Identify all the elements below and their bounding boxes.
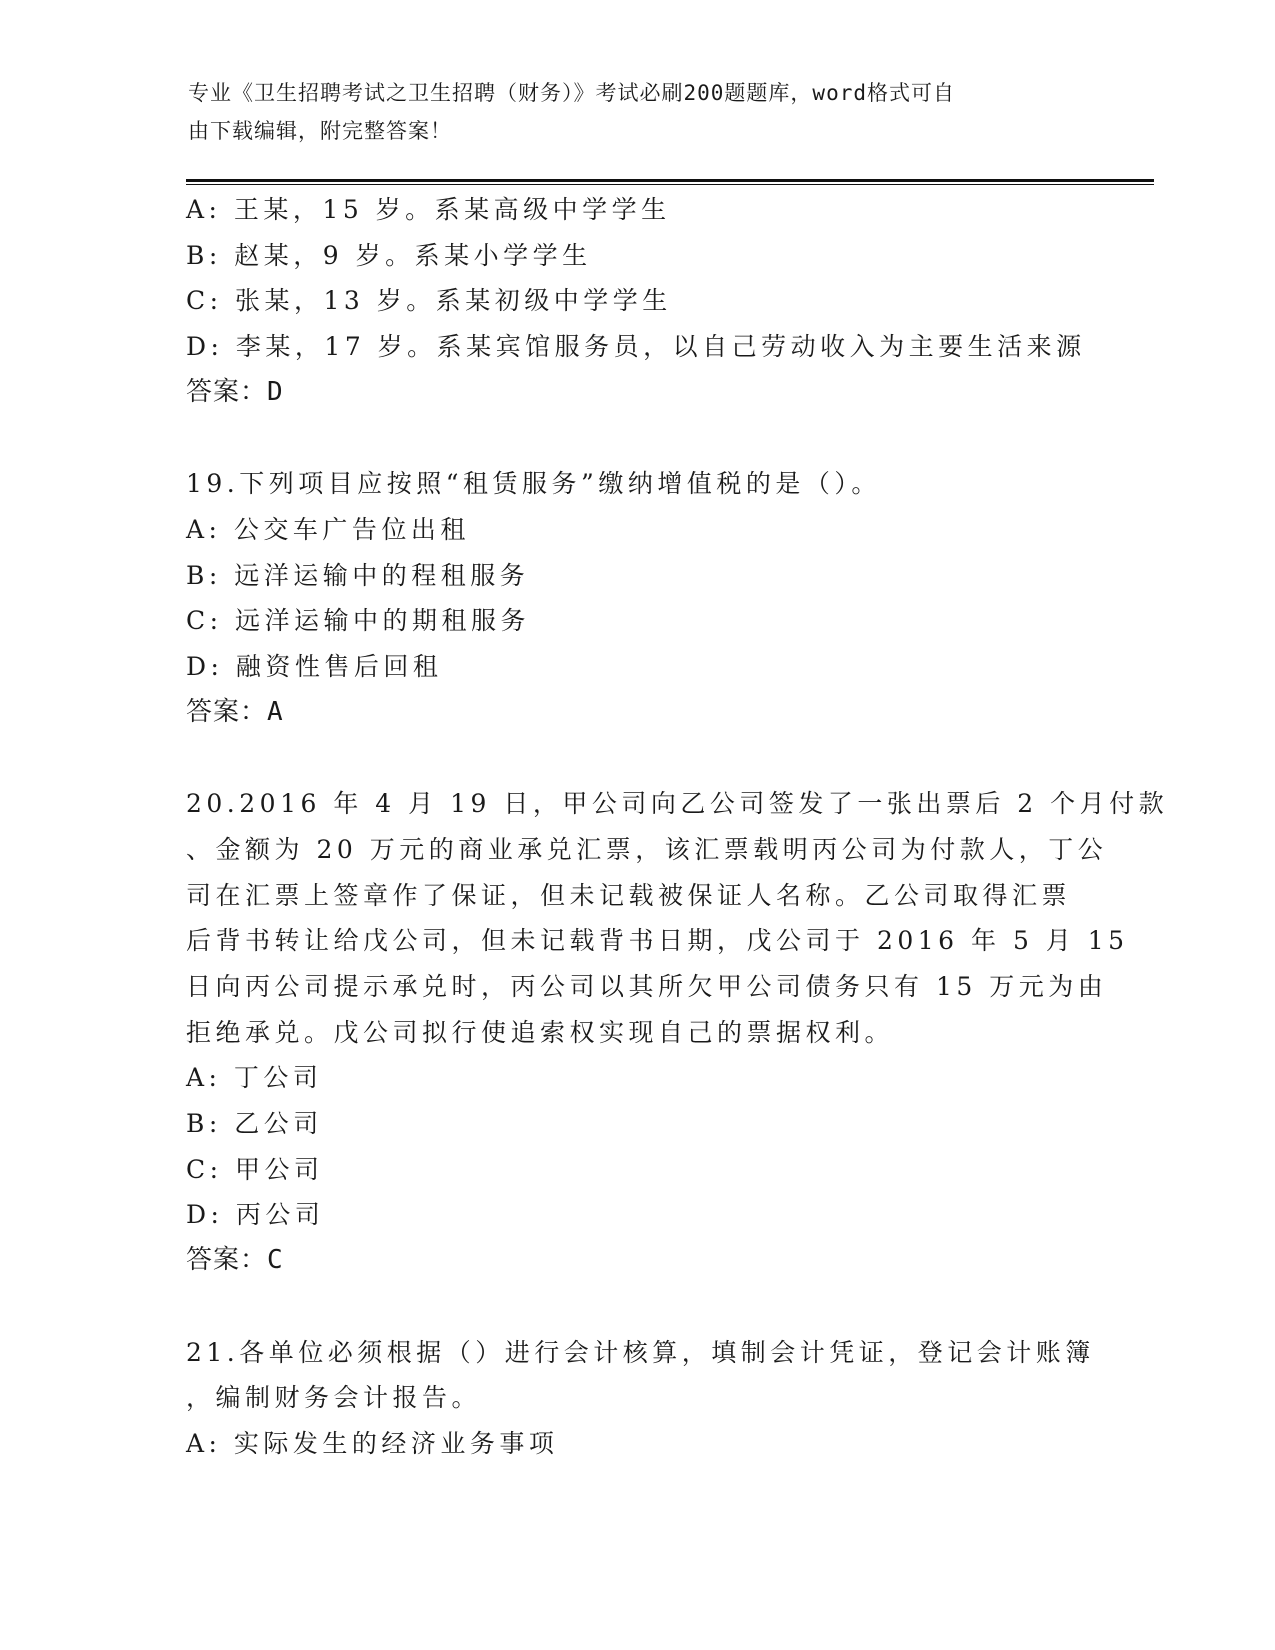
answer-line [186, 370, 1076, 416]
question-line: 司在汇票上签章作了保证，但未记载被保证人名称。乙公司取得汇票 [186, 880, 1072, 910]
question-21 [186, 1330, 1095, 1467]
option-d: D: 融资性售后回租 [186, 652, 443, 682]
answer-value: A [267, 696, 284, 727]
header-line-2: 由下载编辑，附完整答案！ [188, 119, 452, 143]
answer-value: D [267, 376, 284, 407]
option-c: C: 甲公司 [186, 1154, 324, 1184]
option-a: A: 公交车广告位出租 [186, 514, 470, 544]
answer-label: 答案： [186, 376, 268, 407]
question-line: ，编制财务会计报告。 [186, 1383, 482, 1413]
question-18 [186, 187, 1086, 416]
question-content [186, 187, 1169, 1467]
option-a: A: 丁公司 [186, 1063, 323, 1093]
question-20 [186, 781, 1169, 1284]
question-line: 日向丙公司提示承兑时，丙公司以其所欠甲公司债务只有 15 万元为由 [186, 971, 1108, 1001]
option-a: A: 实际发生的经济业务事项 [186, 1428, 559, 1458]
answer-value: C [267, 1245, 284, 1276]
question-line: 20.2016 年 4 月 19 日，甲公司向乙公司签发了一张出票后 2 个月付款 [186, 789, 1169, 819]
answer-label: 答案： [186, 1245, 268, 1276]
answer-line [186, 1238, 1076, 1284]
option-c: C: 张某，13 岁。系某初级中学学生 [186, 286, 672, 316]
question-line: 、金额为 20 万元的商业承兑汇票，该汇票载明丙公司为付款人，丁公 [186, 834, 1108, 864]
option-a: A: 王某，15 岁。系某高级中学学生 [186, 195, 671, 224]
header-rule-thick [186, 179, 1154, 182]
question-text: 19.下列项目应按照“租赁服务”缴纳增值税的是（）。 [186, 469, 881, 499]
header-rule-thin [186, 184, 1154, 185]
header-line-1: 专业《卫生招聘考试之卫生招聘（财务）》考试必刷200题题库，word格式可自 [188, 81, 955, 105]
answer-label: 答案： [186, 696, 268, 727]
option-d: D: 李某，17 岁。系某宾馆服务员，以自己劳动收入为主要生活来源 [186, 332, 1086, 362]
question-text [186, 1330, 1095, 1421]
option-d: D: 丙公司 [186, 1200, 325, 1230]
document-header [188, 74, 1068, 150]
option-b: B: 远洋运输中的程租服务 [186, 560, 530, 590]
option-c: C: 远洋运输中的期租服务 [186, 606, 530, 636]
answer-line [186, 690, 1076, 736]
question-line: 拒绝承兑。戊公司拟行使追索权实现自己的票据权利。 [186, 1017, 895, 1047]
option-b: B: 赵某，9 岁。系某小学学生 [186, 240, 592, 270]
question-19 [186, 461, 1076, 735]
option-b: B: 乙公司 [186, 1109, 323, 1139]
question-text [186, 781, 1169, 1055]
question-line: 21.各单位必须根据（）进行会计核算，填制会计凭证，登记会计账簿 [186, 1337, 1095, 1367]
question-line: 后背书转让给戊公司，但未记载背书日期，戊公司于 2016 年 5 月 15 [186, 926, 1129, 956]
